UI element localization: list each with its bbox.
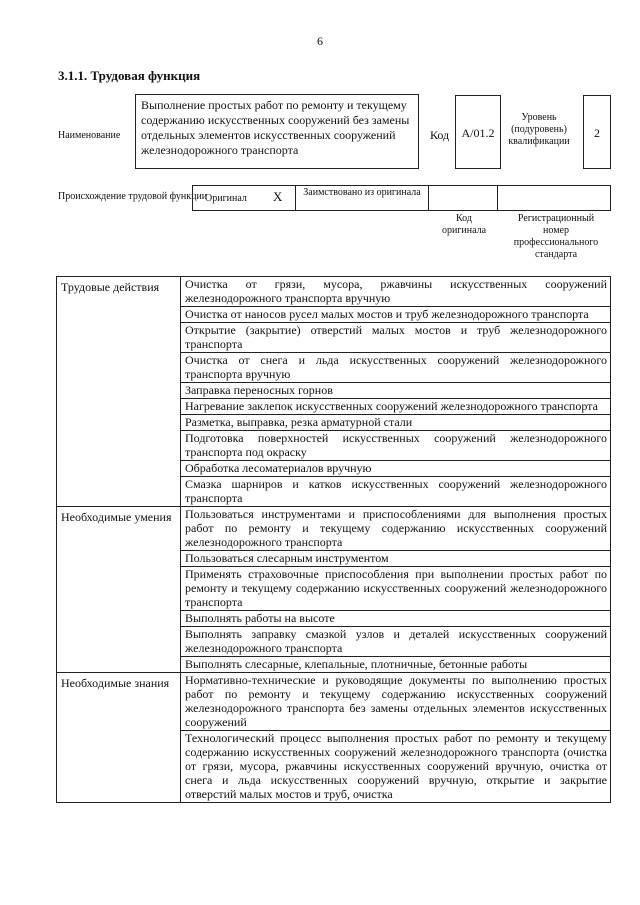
function-name-box: Выполнение простых работ по ремонту и текущему содержанию искусственных сооружений без замены отдельных элементов искусственных сооружений железнодорожного транспорта — [135, 94, 419, 169]
knowledge-item: Нормативно-технические и руководящие документы по выполнению простых работ по ремонту и текущему содержанию искусственных сооружений железнодорожного транспорта без замены отдельных элементов искусственных сооружений — [181, 673, 611, 731]
table-row — [57, 507, 611, 551]
registration-number-label: Регистрационный номер профессионального стандарта — [513, 213, 599, 260]
labor-action-item: Подготовка поверхностей искусственных сооружений железнодорожного транспорта под окраску — [181, 431, 611, 461]
origin-row — [192, 185, 612, 211]
original-mark: X — [273, 189, 283, 204]
origin-label: Происхождение трудовой функции — [58, 191, 208, 202]
skill-item: Выполнять работы на высоте — [181, 611, 611, 627]
qualification-level-box: 2 — [583, 95, 611, 169]
original-cell — [192, 185, 296, 211]
labor-action-item: Заправка переносных горнов — [181, 383, 611, 399]
required-skills-label: Необходимые умения — [57, 507, 181, 673]
borrowed-label: Заимствовано из оригинала — [295, 185, 429, 211]
table-row — [57, 277, 611, 307]
qualification-level-label: Уровень (подуровень) квалификации — [508, 112, 570, 147]
knowledge-item: Технологический процесс выполнения простых работ по ремонту и текущему содержанию искусственных сооружений железнодорожного транспорта (очистка от грязи, мусора, ржавчины искусственных сооружений вручную, очистка от снега и льда искусственных сооружений вручную, открытие и закрытие отверстий малых мостов и труб, очистка — [181, 731, 611, 803]
labor-action-item: Очистка от снега и льда искусственных сооружений железнодорожного транспорта вручную — [181, 353, 611, 383]
registration-number-cell — [497, 185, 611, 211]
required-knowledge-label: Необходимые знания — [57, 673, 181, 803]
labor-action-item: Смазка шарниров и катков искусственных сооружений железнодорожного транспорта — [181, 477, 611, 507]
labor-action-item: Обработка лесоматериалов вручную — [181, 461, 611, 477]
code-original-cell — [428, 185, 498, 211]
labor-action-item: Нагревание заклепок искусственных сооружений железнодорожного транспорта — [181, 399, 611, 415]
labor-action-item: Очистка от наносов русел малых мостов и труб железнодорожного транспорта — [181, 307, 611, 323]
code-label: Код — [430, 128, 450, 142]
original-label: Оригинал — [205, 193, 247, 204]
labor-actions-label: Трудовые действия — [57, 277, 181, 507]
name-label: Наименование — [58, 130, 121, 141]
skill-item: Выполнять заправку смазкой узлов и деталей искусственных сооружений железнодорожного транспорта — [181, 627, 611, 657]
function-code-box: А/01.2 — [455, 95, 501, 169]
section-title: 3.1.1. Трудовая функция — [58, 68, 201, 83]
skill-item: Пользоваться инструментами и приспособлениями для выполнения простых работ по ремонту и текущему содержанию искусственных сооружений железнодорожного транспорта — [181, 507, 611, 551]
labor-action-item: Открытие (закрытие) отверстий малых мостов и труб железнодорожного транспорта — [181, 323, 611, 353]
code-original-label: Код оригинала — [441, 213, 487, 236]
skill-item: Выполнять слесарные, клепальные, плотничные, бетонные работы — [181, 657, 611, 673]
labor-action-item: Очистка от грязи, мусора, ржавчины искусственных сооружений железнодорожного транспорта вручную — [181, 277, 611, 307]
table-row — [57, 673, 611, 731]
skill-item: Применять страховочные приспособления при выполнении простых работ по ремонту и текущему содержанию искусственных сооружений железнодорожного транспорта — [181, 567, 611, 611]
page-number: 6 — [317, 34, 323, 48]
function-table — [56, 276, 611, 803]
labor-action-item: Разметка, выправка, резка арматурной стали — [181, 415, 611, 431]
skill-item: Пользоваться слесарным инструментом — [181, 551, 611, 567]
